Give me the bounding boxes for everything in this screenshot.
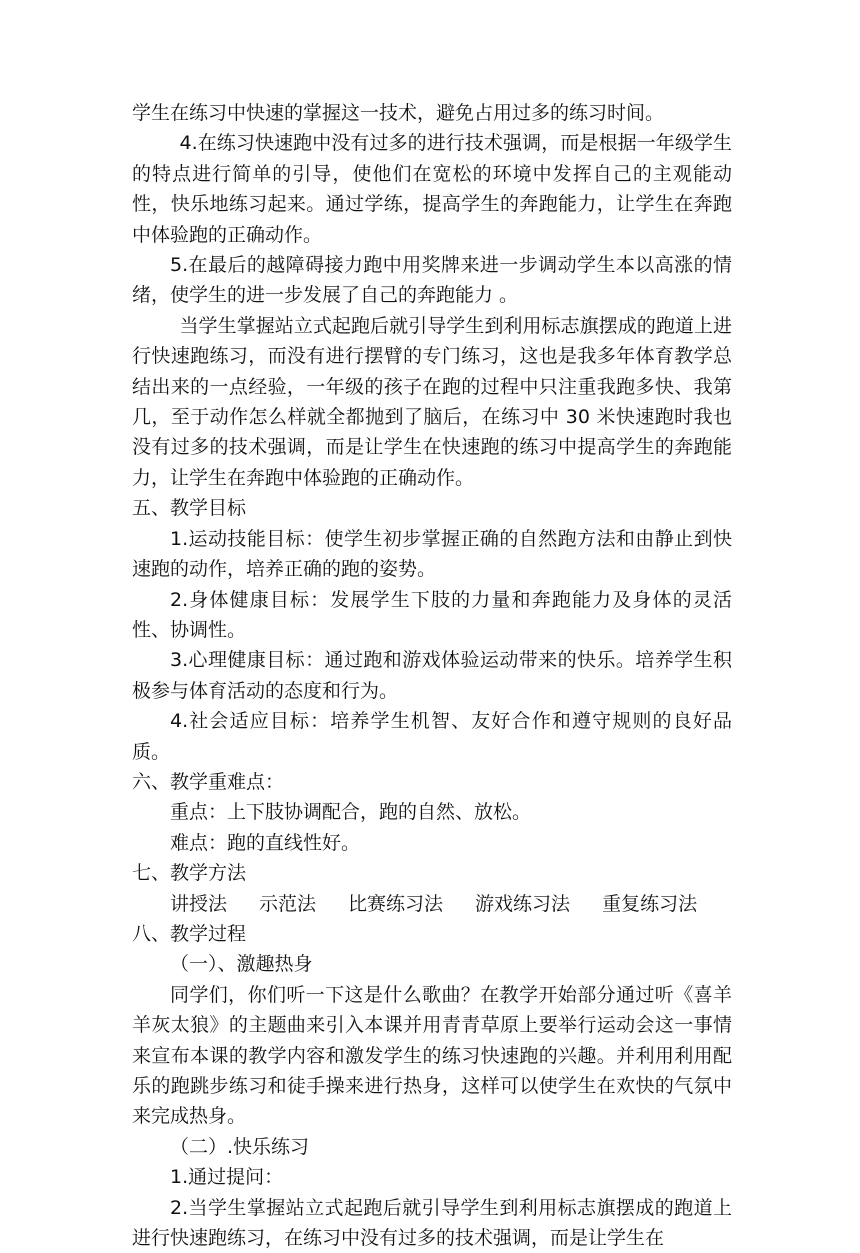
document-body (132, 98, 732, 1253)
method-item: 示范法 (259, 892, 317, 915)
method-item: 比赛练习法 (348, 892, 444, 915)
section-heading-methods: 七、教学方法 (132, 862, 247, 885)
key-point: 重点：上下肢协调配合，跑的自然、放松。 (170, 801, 532, 824)
methods-list (132, 889, 732, 919)
goal-item-2: 2.身体健康目标：发展学生下肢的力量和奔跑能力及身体的灵活性、协调性。 (132, 588, 732, 641)
goal-item-1: 1.运动技能目标：使学生初步掌握正确的自然跑方法和由静止到快速跑的动作，培养正确的跑的姿势。 (132, 527, 732, 581)
subsection-heading-practice: （二）.快乐练习 (170, 1135, 310, 1158)
paragraph-intro-tail: 学生在练习中快速的掌握这一技术，避免占用过多的练习时间。 (132, 102, 665, 124)
section-heading-goals: 五、教学目标 (132, 497, 247, 520)
paragraph-point-5: 5.在最后的越障碍接力跑中用奖牌来进一步调动学生本以高涨的情绪，使学生的进一步发展了自己的奔跑能力 。 (132, 254, 732, 307)
goal-item-4: 4.社会适应目标：培养学生机智、友好合作和遵守规则的良好品质。 (132, 710, 732, 763)
difficulty-point: 难点：跑的直线性好。 (170, 831, 361, 854)
practice-step-2: 2.当学生掌握站立式起跑后就引导学生到利用标志旗摆成的跑道上进行快速跑练习，在练习中没有过多的技术强调，而是让学生在 (132, 1196, 732, 1250)
method-item: 游戏练习法 (475, 892, 571, 915)
practice-step-1: 1.通过提问： (170, 1166, 284, 1189)
section-heading-key-points: 六、教学重难点： (132, 770, 285, 793)
paragraph-summary: 当学生掌握站立式起跑后就引导学生到利用标志旗摆成的跑道上进行快速跑练习，而没有进行摆臂的专门练习，这也是我多年体育教学总结出来的一点经验，一年级的孩子在跑的过程中只注重我跑多快、我第几，至于动作怎么样就全都抛到了脑后，在练习中 30 米快速跑时我也没有过多的技术强调，而是让学生在快速跑的练习中提高学生的奔跑能力，让学生在奔跑中体验跑的正确动作。 (132, 314, 732, 489)
section-heading-process: 八、教学过程 (132, 922, 247, 945)
method-item: 重复练习法 (602, 892, 698, 915)
paragraph-point-4: 4.在练习快速跑中没有过多的进行技术强调，而是根据一年级学生的特点进行简单的引导，使他们在宽松的环境中发挥自己的主观能动性，快乐地练习起来。通过学练，提高学生的奔跑能力，让学生在奔跑中体验跑的正确动作。 (132, 132, 732, 246)
subsection-heading-warmup: （一）、激趣热身 (170, 953, 313, 976)
paragraph-warmup: 同学们，你们听一下这是什么歌曲？在教学开始部分通过听《喜羊羊灰太狼》的主题曲来引入本课并用青青草原上要举行运动会这一事情来宣布本课的教学内容和激发学生的练习快速跑的兴趣。并利用利用配乐的跑跳步练习和徒手操来进行热身，这样可以使学生在欢快的气氛中来完成热身。 (132, 983, 732, 1128)
method-item: 讲授法 (170, 892, 228, 915)
goal-item-3: 3.心理健康目标：通过跑和游戏体验运动带来的快乐。培养学生积极参与体育活动的态度和行为。 (132, 649, 732, 702)
